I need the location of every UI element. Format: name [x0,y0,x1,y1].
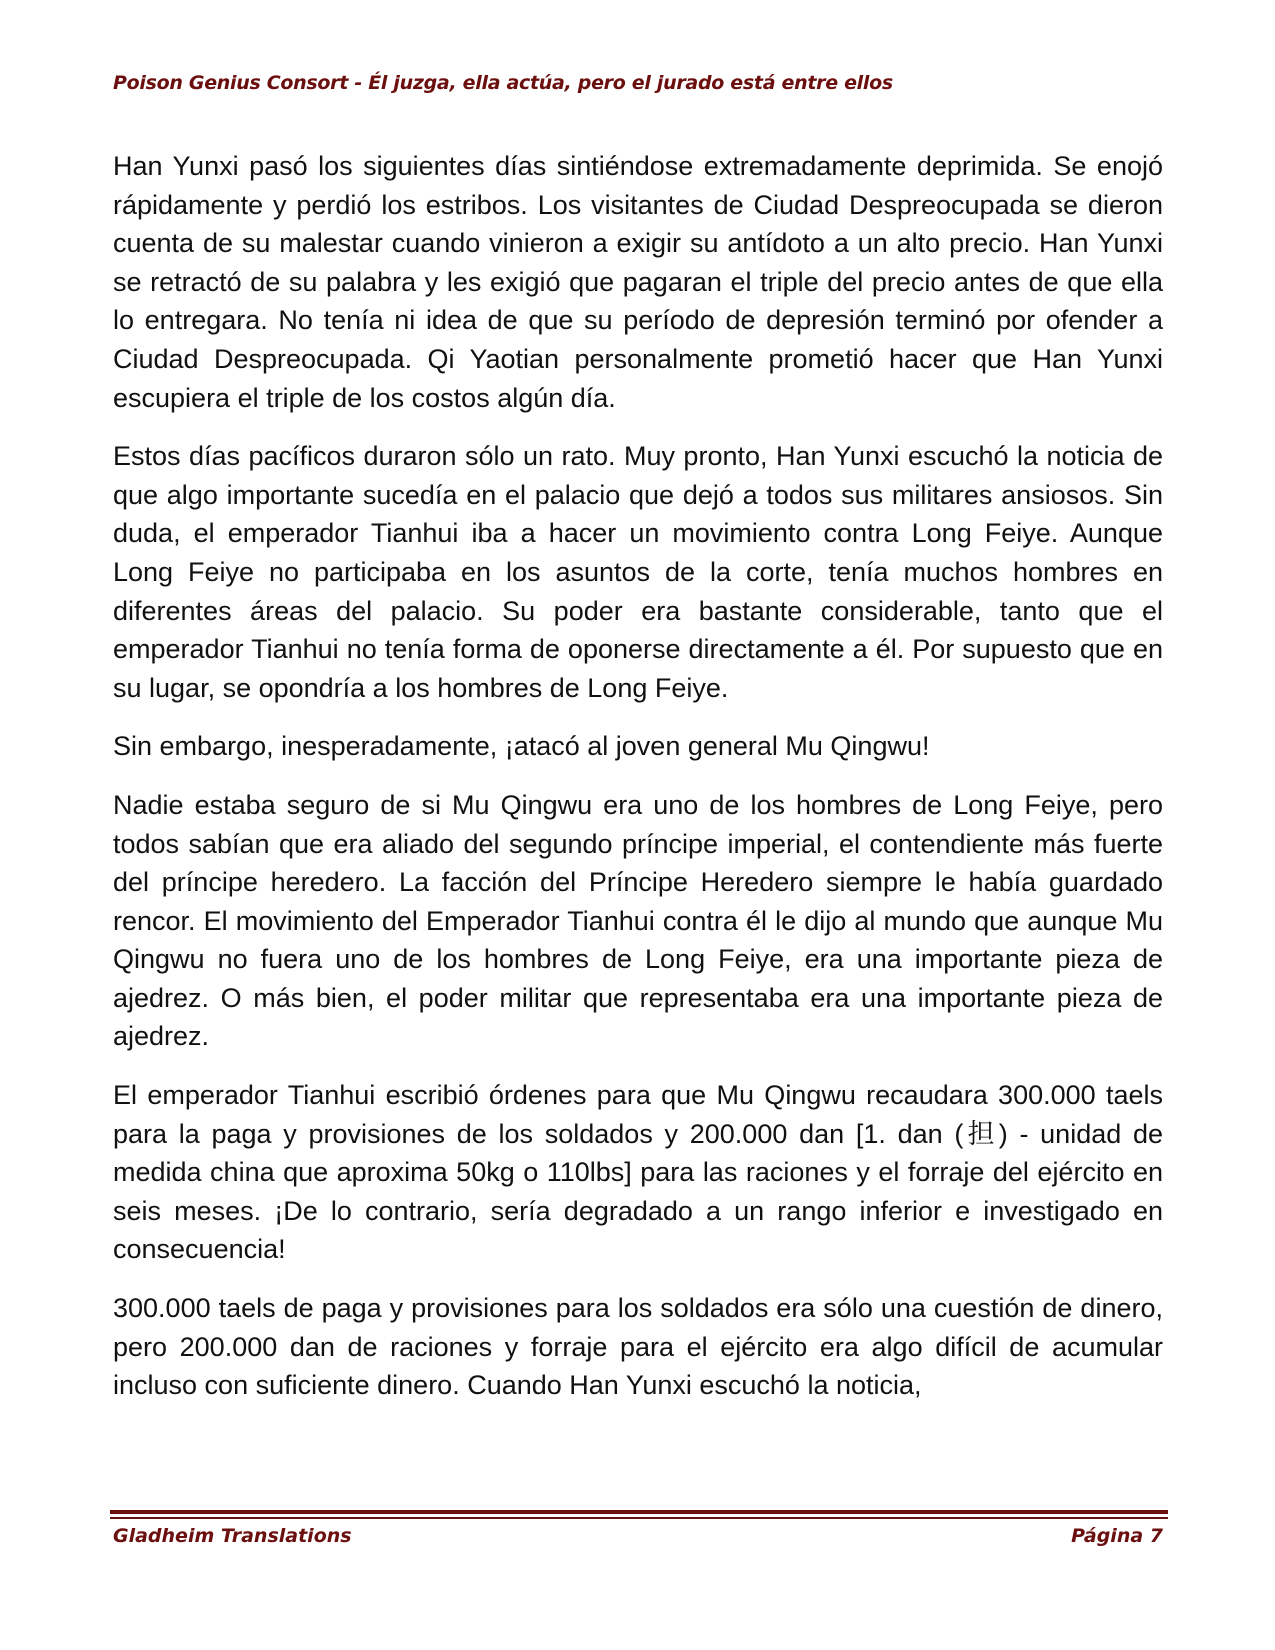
paragraph: Estos días pacíficos duraron sólo un rato. Muy pronto, Han Yunxi escuchó la noticia de que algo importante sucedía en el palacio que dejó a todos sus militares ansiosos. Sin duda, el emperador Tianhui iba a hacer un movimiento contra Long Feiye. Aunque Long Feiye no participaba en los asuntos de la corte, tenía muchos hombres en diferentes áreas del palacio. Su poder era bastante considerable, tanto que el emperador Tianhui no tenía forma de oponerse directamente a él. Por supuesto que en su lugar, se opondría a los hombres de Long Feiye. [113,441,1163,703]
running-header: Poison Genius Consort - Él juzga, ella actúa, pero el jurado está entre ellos [113,72,893,94]
paragraph: Nadie estaba seguro de si Mu Qingwu era uno de los hombres de Long Feiye, pero todos sabían que era aliado del segundo príncipe imperial, el contendiente más fuerte del príncipe heredero. La facción del Príncipe Heredero siempre le había guardado rencor. El movimiento del Emperador Tianhui contra él le dijo al mundo que aunque Mu Qingwu no fuera uno de los hombres de Long Feiye, era una importante pieza de ajedrez. O más bien, el poder militar que representaba era una importante pieza de ajedrez. [113,789,1163,1052]
body-text [113,147,1163,1405]
footer-publisher: Gladheim Translations [113,1525,352,1547]
running-footer [113,1525,1163,1547]
page-number: Página 7 [1071,1525,1163,1547]
paragraph: Han Yunxi pasó los siguientes días sintiéndose extremadamente deprimida. Se enojó rápidamente y perdió los estribos. Los visitantes de Ciudad Despreocupada se dieron cuenta de su malestar cuando vinieron a exigir su antídoto a un alto precio. Han Yunxi se retractó de su palabra y les exigió que pagaran el triple del precio antes de que ella lo entregara. No tenía ni idea de que su período de depresión terminó por ofender a Ciudad Despreocupada. Qi Yaotian personalmente prometió hacer que Han Yunxi escupiera el triple de los costos algún día. [113,151,1163,413]
paragraph: El emperador Tianhui escribió órdenes para que Mu Qingwu recaudara 300.000 taels para la paga y provisiones de los soldados y 200.000 dan [1. dan (担) - unidad de medida china que aproxima 50kg o 110lbs] para las raciones y el forraje del ejército en seis meses. ¡De lo contrario, sería degradado a un rango inferior e investigado en consecuencia! [113,1080,1163,1265]
paragraph: Sin embargo, inesperadamente, ¡atacó al joven general Mu Qingwu! [113,731,930,762]
paragraph: 300.000 taels de paga y provisiones para los soldados era sólo una cuestión de dinero, pero 200.000 dan de raciones y forraje para el ejército era algo difícil de acumular incluso con suficiente dinero. Cuando Han Yunxi escuchó la noticia, [113,1293,1163,1401]
